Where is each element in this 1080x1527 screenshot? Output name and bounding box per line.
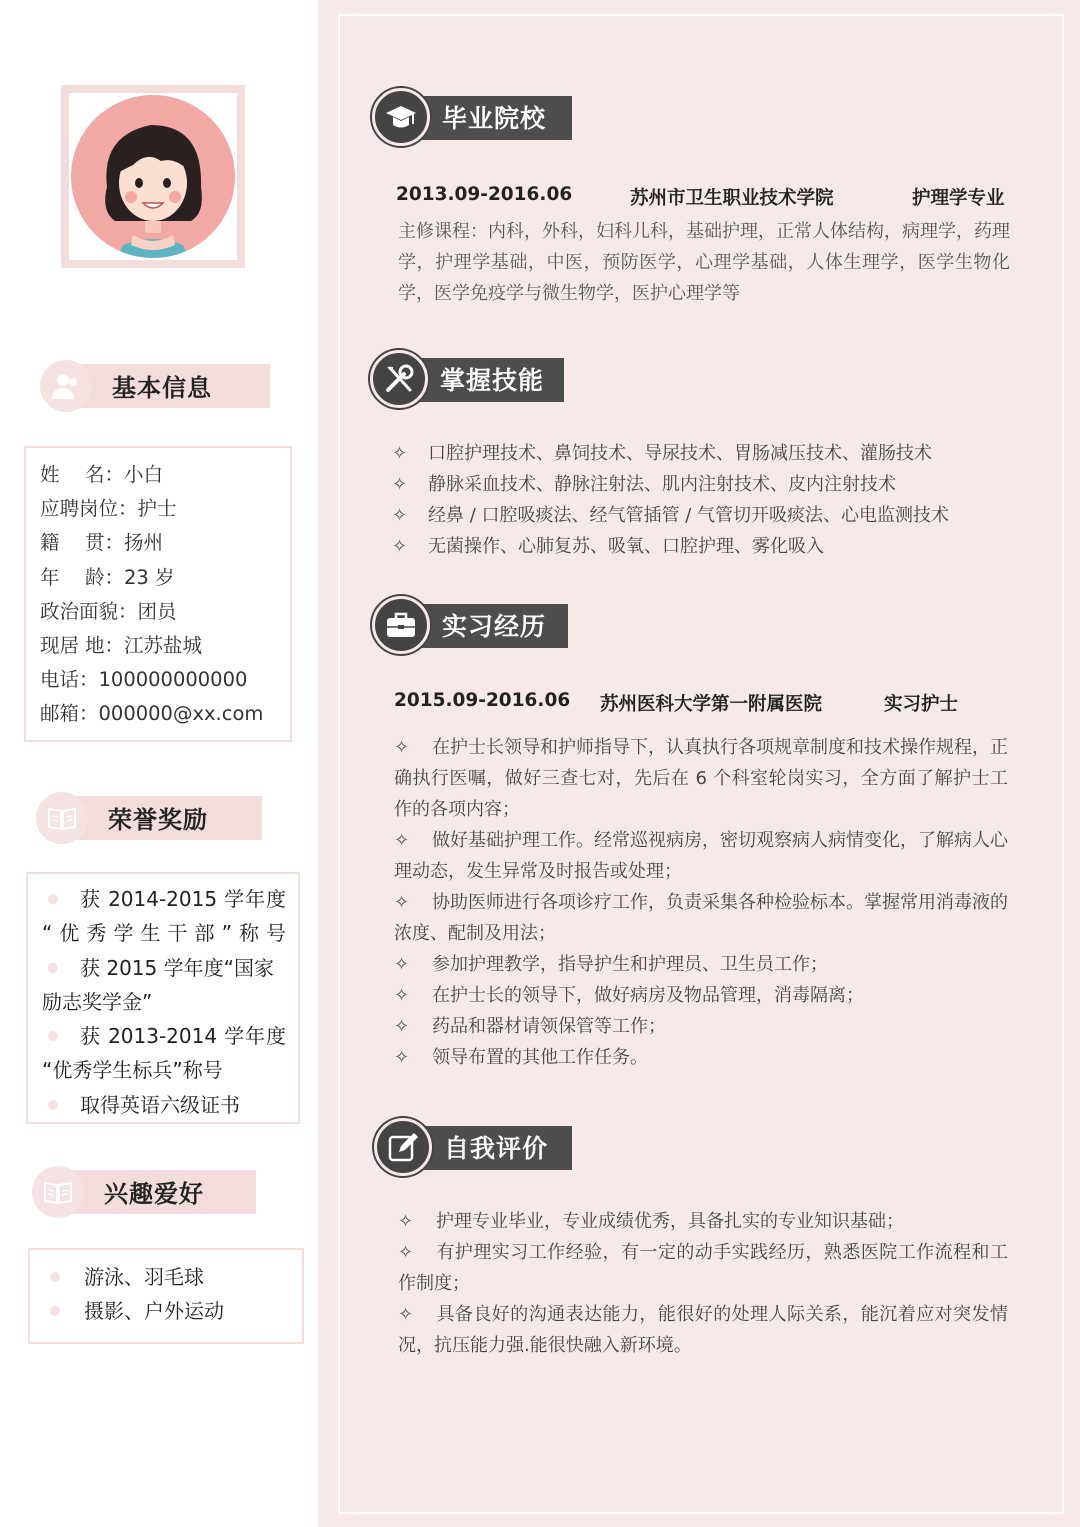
section-title: 兴趣爱好 bbox=[104, 1180, 204, 1208]
info-value: 000000@xx.com bbox=[98, 702, 264, 726]
hobbies-box bbox=[28, 1248, 304, 1344]
info-row-email bbox=[40, 697, 290, 731]
internship-item: ✧ 在护士长的领导下，做好病房及物品管理，消毒隔离； bbox=[394, 985, 864, 1006]
skill-item: ✧ 经鼻 / 口腔吸痰法、经气管插管 / 气管切开吸痰法、心电监测技术 bbox=[392, 505, 950, 526]
internship-item: ✧ 参加护理教学，指导护生和护理员、卫生员工作； bbox=[394, 954, 828, 975]
graduation-cap-icon bbox=[372, 88, 430, 146]
hobby-item: 游泳、羽毛球 bbox=[44, 1260, 302, 1294]
section-title: 自我评价 bbox=[444, 1134, 549, 1163]
self-eval-item: ✧ 有护理实习工作经验，有一定的动手实践经历，熟悉医院工作流程和工作制度； bbox=[398, 1242, 1008, 1294]
section-header-honors bbox=[36, 796, 262, 840]
photo-frame bbox=[61, 85, 245, 268]
section-header-education bbox=[372, 88, 574, 142]
honor-item: 获 2014-2015 学年度 “优秀学生干部”称号 bbox=[42, 887, 286, 946]
briefcase-icon bbox=[372, 596, 430, 654]
info-value: 江苏盐城 bbox=[124, 633, 203, 657]
info-row-age bbox=[40, 561, 290, 595]
book-icon bbox=[32, 1166, 84, 1218]
bullet-dot bbox=[48, 1031, 58, 1041]
self-eval-item: ✧ 护理专业毕业，专业成绩优秀，具备扎实的专业知识基础； bbox=[398, 1211, 904, 1232]
info-key: 邮箱： bbox=[40, 702, 99, 726]
info-key: 电话： bbox=[40, 668, 99, 692]
section-header-basic-info bbox=[40, 364, 270, 408]
internship-item: ✧ 在护士长领导和护师指导下，认真执行各项规章制度和技术操作规程，正确执行医嘱，做好三查七对，先后在 6 个科室轮岗实习，全方面了解护士工作的各项内容； bbox=[394, 737, 1008, 820]
hobby-item: 摄影、户外运动 bbox=[44, 1294, 302, 1328]
info-key: 姓 名： bbox=[40, 463, 124, 486]
info-row-position bbox=[40, 492, 290, 526]
info-row-hometown bbox=[40, 526, 290, 560]
internship-list bbox=[394, 732, 1008, 1073]
info-value: 23 岁 bbox=[124, 565, 175, 589]
bullet-dot bbox=[48, 894, 58, 904]
info-value: 扬州 bbox=[124, 531, 164, 555]
info-value: 100000000000 bbox=[98, 668, 248, 692]
internship-role: 实习护士 bbox=[884, 694, 959, 715]
section-title: 基本信息 bbox=[112, 374, 212, 402]
info-row-politics bbox=[40, 595, 290, 629]
info-row-name bbox=[40, 458, 290, 492]
info-key: 现居 地： bbox=[40, 633, 124, 657]
honor-item: 取得英语六级证书 bbox=[42, 1088, 286, 1122]
info-row-phone bbox=[40, 663, 290, 697]
education-period: 2013.09-2016.06 bbox=[396, 184, 573, 205]
self-eval-item: ✧ 具备良好的沟通表达能力，能很好的处理人际关系，能沉着应对突发情况，抗压能力强.能很快融入新环境。 bbox=[398, 1304, 1008, 1356]
section-title: 荣誉奖励 bbox=[108, 806, 208, 834]
info-value: 小白 bbox=[124, 463, 164, 486]
internship-item: ✧ 协助医师进行各项诊疗工作，负责采集各种检验标本。掌握常用消毒液的浓度、配制及用法； bbox=[394, 892, 1008, 944]
edit-icon bbox=[374, 1118, 432, 1176]
sidebar bbox=[0, 0, 318, 1527]
skill-item: ✧ 静脉采血技术、静脉注射法、肌内注射技术、皮内注射技术 bbox=[392, 474, 896, 495]
bullet-dot bbox=[50, 1272, 60, 1282]
internship-hospital: 苏州医科大学第一附属医院 bbox=[600, 694, 823, 715]
education-school: 苏州市卫生职业技术学院 bbox=[630, 188, 834, 209]
internship-item: ✧ 药品和器材请领保管等工作； bbox=[394, 1016, 666, 1037]
avatar-illustration bbox=[71, 95, 235, 258]
education-major: 护理学专业 bbox=[912, 188, 1005, 209]
book-icon bbox=[36, 792, 88, 844]
section-header-self-eval bbox=[374, 1118, 574, 1172]
info-row-residence bbox=[40, 629, 290, 663]
honor-item: 获 2015 学年度“国家励志奖学金” bbox=[42, 955, 274, 1014]
section-title: 实习经历 bbox=[442, 612, 547, 641]
education-courses: 主修课程：内科，外科，妇科儿科，基础护理，正常人体结构，病理学，药理学，护理学基础，中医，预防医学，心理学基础，人体生理学，医学生物化学，医学免疫学与微生物学，医护心理学等 bbox=[398, 221, 1010, 304]
internship-item: ✧ 领导布置的其他工作任务。 bbox=[394, 1047, 648, 1068]
info-key: 应聘岗位： bbox=[40, 497, 138, 521]
section-header-internship bbox=[372, 596, 570, 650]
info-value: 护士 bbox=[137, 497, 177, 521]
self-eval-list bbox=[398, 1206, 1008, 1361]
info-key: 籍 贯： bbox=[40, 531, 124, 555]
avatar bbox=[71, 95, 235, 258]
honors-box bbox=[26, 872, 300, 1124]
section-header-hobbies bbox=[32, 1170, 258, 1214]
info-value: 团员 bbox=[137, 599, 177, 623]
section-header-skills bbox=[370, 350, 566, 404]
bullet-dot bbox=[48, 963, 58, 973]
tools-icon bbox=[370, 350, 428, 408]
internship-item: ✧ 做好基础护理工作。经常巡视病房，密切观察病人病情变化，了解病人心理动态，发生异常及时报告或处理； bbox=[394, 830, 1008, 882]
skill-item: ✧ 无菌操作、心肺复苏、吸氧、口腔护理、雾化吸入 bbox=[392, 536, 824, 557]
info-key: 年 龄： bbox=[40, 565, 124, 589]
info-key: 政治面貌： bbox=[40, 599, 138, 623]
basic-info-box bbox=[24, 446, 292, 742]
skill-item: ✧ 口腔护理技术、鼻饲技术、导尿技术、胃肠减压技术、灌肠技术 bbox=[392, 443, 932, 464]
section-title: 掌握技能 bbox=[440, 366, 545, 395]
honor-item: 获 2013-2014 学年度 “优秀学生标兵”称号 bbox=[42, 1024, 286, 1083]
bullet-dot bbox=[48, 1100, 58, 1110]
bullet-dot bbox=[50, 1306, 60, 1316]
internship-period: 2015.09-2016.06 bbox=[394, 690, 571, 711]
person-icon bbox=[40, 360, 92, 412]
section-title: 毕业院校 bbox=[442, 104, 547, 133]
